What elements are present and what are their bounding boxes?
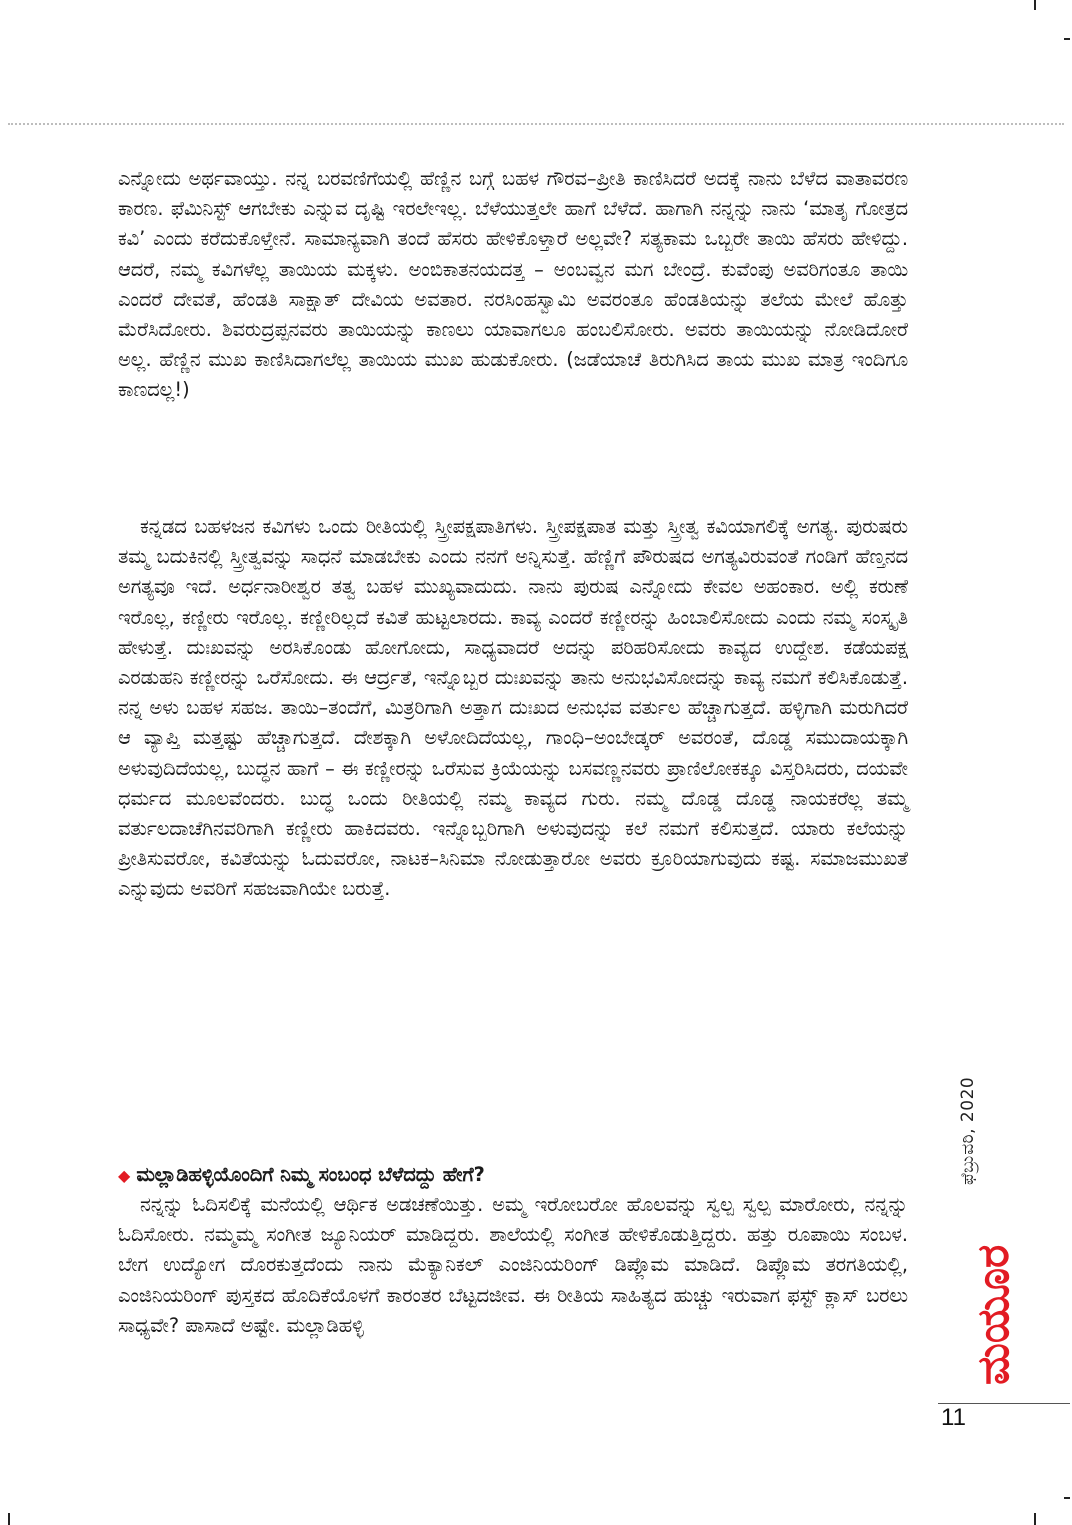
crop-mark-top-right: [1064, 38, 1070, 40]
paragraph-text: ಎನ್ನೋದು ಅರ್ಥವಾಯ್ತು. ನನ್ನ ಬರವಣಿಗೆಯಲ್ಲಿ ಹೆಣ್ಣಿನ ಬಗ್ಗೆ ಬಹಳ ಗೌರವ–ಪ್ರೀತಿ ಕಾಣಿಸಿದರೆ ಅದಕ್ಕೆ ನಾನು ಬೆಳೆದ ವಾತಾವರಣ ಕಾರಣ. ಫೆಮಿನಿಸ್ಟ್ ಆಗಬೇಕು ಎನ್ನುವ ದೃಷ್ಟಿ ಇರಲೇಇಲ್ಲ. ಬೆಳೆಯುತ್ತಲೇ ಹಾಗೆ ಬೆಳೆದೆ. ಹಾಗಾಗಿ ನನ್ನನ್ನು ನಾನು ‘ಮಾತೃ ಗೋತ್ರದ ಕವಿ’ ಎಂದು ಕರೆದುಕೊಳ್ತೇನೆ. ಸಾಮಾನ್ಯವಾಗಿ ತಂದೆ ಹೆಸರು ಹೇಳಿಕೊಳ್ತಾರೆ ಅಲ್ಲವೇ? ಸತ್ಯಕಾಮ ಒಬ್ಬರೇ ತಾಯಿ ಹೆಸರು ಹೇಳಿದ್ದು. ಆದರೆ, ನಮ್ಮ ಕವಿಗಳೆಲ್ಲ ತಾಯಿಯ ಮಕ್ಕಳು. ಅಂಬಿಕಾತನಯದತ್ತ – ಅಂಬವ್ವನ ಮಗ ಬೇಂದ್ರೆ. ಕುವೆಂಪು ಅವರಿಗಂತೂ ತಾಯಿ ಎಂದರೆ ದೇವತೆ, ಹೆಂಡತಿ ಸಾಕ್ಷಾತ್ ದೇವಿಯ ಅವತಾರ. ನರಸಿಂಹಸ್ವಾಮಿ ಅವರಂತೂ ಹೆಂಡತಿಯನ್ನು ತಲೆಯ ಮೇಲೆ ಹೊತ್ತು ಮೆರೆಸಿದೋರು. ಶಿವರುದ್ರಪ್ಪನವರು ತಾಯಿಯನ್ನು ಕಾಣಲು ಯಾವಾಗಲೂ ಹಂಬಲಿಸೋರು. ಅವರು ತಾಯಿಯನ್ನು ನೋಡಿದೋರೆ ಅಲ್ಲ. ಹೆಣ್ಣಿನ ಮುಖ ಕಾಣಿಸಿದಾಗಲೆಲ್ಲ ತಾಯಿಯ ಮುಖ ಹುಡುಕೋರು. (ಜಡೆಯಾಚೆ ತಿರುಗಿಸಿದ ತಾಯ ಮುಖ ಮಾತ್ರ ಇಂದಿಗೂ ಕಾಣದಲ್ಲ!): [118, 167, 908, 402]
crop-mark-top: [1034, 0, 1036, 10]
paragraph-text: ಕನ್ನಡದ ಬಹಳಜನ ಕವಿಗಳು ಒಂದು ರೀತಿಯಲ್ಲಿ ಸ್ತ್ರೀಪಕ್ಷಪಾತಿಗಳು. ಸ್ತ್ರೀಪಕ್ಷಪಾತ ಮತ್ತು ಸ್ತ್ರೀತ್ವ ಕವಿಯಾಗಲಿಕ್ಕೆ ಅಗತ್ಯ. ಪುರುಷರು ತಮ್ಮ ಬದುಕಿನಲ್ಲಿ ಸ್ತ್ರೀತ್ವವನ್ನು ಸಾಧನೆ ಮಾಡಬೇಕು ಎಂದು ನನಗೆ ಅನ್ನಿಸುತ್ತೆ. ಹೆಣ್ಣಿಗೆ ಪೌರುಷದ ಅಗತ್ಯವಿರುವಂತೆ ಗಂಡಿಗೆ ಹೆಣ್ತನದ ಅಗತ್ಯವೂ ಇದೆ. ಅರ್ಧನಾರೀಶ್ವರ ತತ್ವ ಬಹಳ ಮುಖ್ಯವಾದುದು. ನಾನು ಪುರುಷ ಎನ್ನೋದು ಕೇವಲ ಅಹಂಕಾರ. ಅಲ್ಲಿ ಕರುಣೆ ಇರೊಲ್ಲ, ಕಣ್ಣೀರು ಇರೊಲ್ಲ. ಕಣ್ಣೀರಿಲ್ಲದೆ ಕವಿತೆ ಹುಟ್ಟಲಾರದು. ಕಾವ್ಯ ಎಂದರೆ ಕಣ್ಣೀರನ್ನು ಹಿಂಬಾಲಿಸೋದು ಎಂದು ನಮ್ಮ ಸಂಸ್ಕೃತಿ ಹೇಳುತ್ತೆ. ದುಃಖವನ್ನು ಅರಸಿಕೊಂಡು ಹೋಗೋದು, ಸಾಧ್ಯವಾದರೆ ಅದನ್ನು ಪರಿಹರಿಸೋದು ಕಾವ್ಯದ ಉದ್ದೇಶ. ಕಡೆಯಪಕ್ಷ ಎರಡುಹನಿ ಕಣ್ಣೀರನ್ನು ಒರೆಸೋದು. ಈ ಆರ್ದ್ರತೆ, ಇನ್ನೊಬ್ಬರ ದುಃಖವನ್ನು ತಾನು ಅನುಭವಿಸೋದನ್ನು ಕಾವ್ಯ ನಮಗೆ ಕಲಿಸಿಕೊಡುತ್ತೆ. ನನ್ನ ಅಳು ಬಹಳ ಸಹಜ. ತಾಯಿ–ತಂದೆಗೆ, ಮಿತ್ರರಿಗಾಗಿ ಅತ್ತಾಗ ದುಃಖದ ಅನುಭವ ವರ್ತುಲ ಹೆಚ್ಚಾಗುತ್ತದೆ. ಹಳ್ಳಿಗಾಗಿ ಮರುಗಿದರೆ ಆ ವ್ಯಾಪ್ತಿ ಮತ್ತಷ್ಟು ಹೆಚ್ಚಾಗುತ್ತದೆ. ದೇಶಕ್ಕಾಗಿ ಅಳೋದಿದೆಯಲ್ಲ, ಗಾಂಧಿ–ಅಂಬೇಡ್ಕರ್ ಅವರಂತೆ, ದೊಡ್ಡ ಸಮುದಾಯಕ್ಕಾಗಿ ಅಳುವುದಿದೆಯಲ್ಲ, ಬುದ್ಧನ ಹಾಗೆ – ಈ ಕಣ್ಣೀರನ್ನು ಒರೆಸುವ ಕ್ರಿಯೆಯನ್ನು ಬಸವಣ್ಣನವರು ಪ್ರಾಣಿಲೋಕಕ್ಕೂ ವಿಸ್ತರಿಸಿದರು, ದಯವೇ ಧರ್ಮದ ಮೂಲವೆಂದರು. ಬುದ್ಧ ಒಂದು ರೀತಿಯಲ್ಲಿ ನಮ್ಮ ಕಾವ್ಯದ ಗುರು. ನಮ್ಮ ದೊಡ್ಡ ದೊಡ್ಡ ನಾಯಕರೆಲ್ಲ ತಮ್ಮ ವರ್ತುಲದಾಚೆಗಿನವರಿಗಾಗಿ ಕಣ್ಣೀರು ಹಾಕಿದವರು. ಇನ್ನೊಬ್ಬರಿಗಾಗಿ ಅಳುವುದನ್ನು ಕಲೆ ನಮಗೆ ಕಲಿಸುತ್ತದೆ. ಯಾರು ಕಲೆಯನ್ನು ಪ್ರೀತಿಸುವರೋ, ಕವಿತೆಯನ್ನು ಓದುವರೋ, ನಾಟಕ–ಸಿನಿಮಾ ನೋಡುತ್ತಾರೋ ಅವರು ಕ್ರೂರಿಯಾಗುವುದು ಕಷ್ಟ. ಸಮಾಜಮುಖತೆ ಎನ್ನುವುದು ಅವರಿಗೆ ಸಹಜವಾಗಿಯೇ ಬರುತ್ತೆ.: [118, 515, 908, 901]
magazine-logo: ಮಯೂರ: [968, 1244, 1019, 1385]
diamond-bullet-icon: ◆: [118, 1166, 131, 1185]
page-number: 11: [941, 1404, 966, 1431]
interview-answer: [118, 1190, 908, 1341]
header-dotted-rule: [8, 123, 1064, 125]
question-text: ಮಲ್ಲಾಡಿಹಳ್ಳಿಯೊಂದಿಗೆ ನಿಮ್ಮ ಸಂಬಂಧ ಬೆಳೆದದ್ದು ಹೇಗೆ?: [136, 1163, 485, 1186]
interview-question: [118, 1160, 908, 1191]
article-paragraph-2: [118, 512, 908, 905]
crop-mark-bottom: [1034, 1513, 1036, 1525]
article-paragraph-1: [118, 164, 908, 406]
crop-mark-bottom-left: [8, 1513, 10, 1525]
issue-date: ಫೆಬ್ರುವರಿ, 2020: [958, 1076, 978, 1185]
answer-text: ನನ್ನನ್ನು ಓದಿಸಲಿಕ್ಕೆ ಮನೆಯಲ್ಲಿ ಆರ್ಥಿಕ ಅಡಚಣೆಯಿತ್ತು. ಅಮ್ಮ ಇರೋಬರೋ ಹೊಲವನ್ನು ಸ್ವಲ್ಪ ಸ್ವಲ್ಪ ಮಾರೋರು, ನನ್ನನ್ನು ಓದಿಸೋರು. ನಮ್ಮಮ್ಮ ಸಂಗೀತ ಜ್ಯೂನಿಯರ್ ಮಾಡಿದ್ದರು. ಶಾಲೆಯಲ್ಲಿ ಸಂಗೀತ ಹೇಳಿಕೊಡುತ್ತಿದ್ದರು. ಹತ್ತು ರೂಪಾಯಿ ಸಂಬಳ. ಬೇಗ ಉದ್ಯೋಗ ದೊರಕುತ್ತದೆಂದು ನಾನು ಮೆಕ್ಯಾನಿಕಲ್ ಎಂಜಿನಿಯರಿಂಗ್ ಡಿಪ್ಲೊಮ ಮಾಡಿದೆ. ಡಿಪ್ಲೊಮ ತರಗತಿಯಲ್ಲಿ, ಎಂಜಿನಿಯರಿಂಗ್ ಪುಸ್ತಕದ ಹೊದಿಕೆಯೊಳಗೆ ಕಾರಂತರ ಬೆಟ್ಟದಜೀವ. ಈ ರೀತಿಯ ಸಾಹಿತ್ಯದ ಹುಚ್ಚು ಇರುವಾಗ ಫಸ್ಟ್ ಕ್ಲಾಸ್ ಬರಲು ಸಾಧ್ಯವೇ? ಪಾಸಾದೆ ಅಷ್ಟೇ. ಮಲ್ಲಾಡಿಹಳ್ಳಿ: [118, 1193, 908, 1337]
crop-mark-bottom-right: [1064, 1497, 1070, 1499]
